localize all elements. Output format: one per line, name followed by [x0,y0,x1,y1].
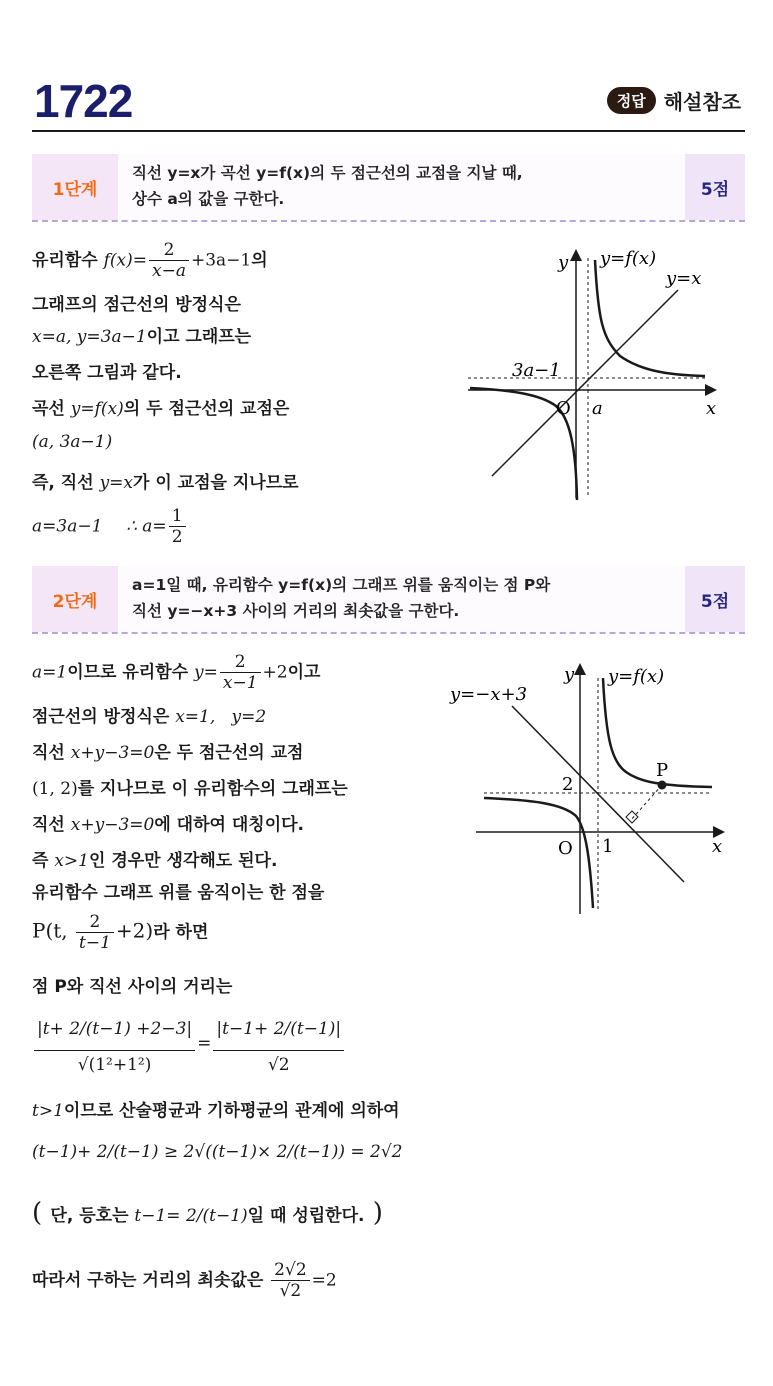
curve-lower-branch [484,798,593,908]
line-label: y=−x+3 [450,684,528,705]
frac-den: √(1²+1²) [77,1055,152,1075]
frac-den: √2 [279,1281,302,1301]
math: x+y−3=0 [70,743,155,763]
s2-line-4 [32,774,348,799]
text: 가 이 교점을 지나므로 [133,473,299,493]
text: 라 하면 [153,922,209,943]
math: (t−1)+ 2/(t−1) ≥ 2√((t−1)× 2/(t−1)) = 2√2 [32,1142,403,1162]
step-1-description [118,154,685,220]
y-axis-label: y [564,664,575,685]
frac-num: 2 [220,652,261,673]
math: =2 [311,1270,337,1291]
text: 에 대하여 대칭이다. [154,815,304,835]
s1-line-7 [32,468,299,493]
s1-line-2: 그래프의 점근선의 방정식은 [32,295,241,315]
step-2-description [118,566,685,632]
fraction [34,1008,195,1079]
text: 이고 [287,662,321,683]
frac-num: 2√2 [271,1260,309,1281]
math: x=a, y=3a−1 [32,327,147,347]
text: 단, 등호는 [50,1206,135,1226]
text: 이므로 산술평균과 기하평균의 관계에 의하여 [63,1101,400,1121]
line-label: y=x [666,268,702,289]
math: x+y−3=0 [70,815,155,835]
x-axis-label: x [706,398,717,419]
text: 일 때 성립한다. [247,1206,365,1226]
s2-line-8 [32,912,208,953]
s2-line-3 [32,738,303,763]
math: t>1 [32,1101,64,1121]
vertical-asymptote-label: 1 [602,836,614,857]
math: y= [194,662,218,683]
s1-line-6 [32,432,112,452]
step-2-desc-line-2: 직선 y=−x+3 사이의 거리의 최솟값을 구한다. [132,602,460,620]
math: x>1 [54,851,89,871]
frac-den: x−a [152,261,186,281]
right-angle-mark [626,811,638,823]
math: +3a−1 [190,250,252,271]
s2-line-2 [32,702,266,727]
fraction [169,506,186,547]
fraction [271,1260,309,1301]
problem-number: 1722 [34,75,133,127]
step-1-bar [32,154,745,222]
step-1-desc-line-1: 직선 y=x가 곡선 y=f(x)의 두 점근선의 교점을 지날 때, [132,164,523,182]
step-1-label: 1단계 [32,154,118,220]
math: (a, 3a−1) [32,432,113,452]
math: y=f(x) [70,399,124,419]
frac-num: 2 [149,240,189,261]
frac-num: 1 [169,506,186,527]
problem-header [32,70,745,132]
step-2-label: 2단계 [32,566,118,632]
text: 의 [251,250,268,271]
fraction [76,912,114,953]
perpendicular-segment [630,785,662,821]
origin-label: O [558,838,573,859]
graph-1 [460,238,760,508]
curve-label: y=f(x) [600,248,657,269]
text: 즉 [32,851,55,871]
y-axis-label: y [558,252,569,273]
s2-line-11 [32,1096,400,1121]
frac-num: |t−1+ 2/(t−1)| [213,1008,344,1051]
math: y=x [99,473,133,493]
math: (1, 2) [32,779,78,799]
text: 따라서 구하는 거리의 최솟값은 [32,1270,270,1291]
answer-text: 해설참조 [663,90,741,114]
s2-line-7: 유리함수 그래프 위를 움직이는 한 점을 [32,883,325,903]
s1-line-5 [32,394,289,419]
s1-line-4: 오른쪽 그림과 같다. [32,363,182,383]
frac-den: √2 [267,1055,290,1075]
fraction [149,240,189,281]
s2-line-1 [32,652,320,693]
s2-line-13: ( 단, 등호는 t−1= 2/(t−1)일 때 성립한다. ) [32,1198,383,1228]
horizontal-asymptote-label: 2 [562,774,574,795]
horizontal-asymptote-label: 3a−1 [512,360,561,381]
s2-distance-formula: $\frac{|t+ 2/(t-1) +2-3|}{\text{√(1²+1²)}}$ = $\frac{|t-1+ 2/(t-1)|}{√2}$ [32,1008,346,1079]
fraction [220,652,261,693]
curve-label: y=f(x) [608,666,665,687]
math: a=3a−1 [32,516,103,537]
s2-line-12 [32,1142,403,1162]
frac-den: t−1 [79,933,111,953]
frac-num: |t+ 2/(t−1) +2−3| [34,1008,195,1051]
s1-line-3 [32,322,251,347]
answer-area [607,86,741,115]
step-1-score: 5점 [685,154,745,220]
text: 인 경우만 생각해도 된다. [89,851,278,871]
s2-line-9: 점 P와 직선 사이의 거리는 [32,977,233,997]
s1-line-1 [32,240,268,281]
step-2-bar [32,566,745,634]
math: x=1, y=2 [175,707,267,727]
math: t−1= 2/(t−1) [134,1206,248,1226]
text: 은 두 점근선의 교점 [154,743,304,763]
s2-line-14 [32,1260,337,1301]
text: 를 지나므로 이 유리함수의 그래프는 [77,779,348,799]
frac-num: 2 [76,912,114,933]
origin-label: O [556,398,571,419]
text: 즉, 직선 [32,473,100,493]
text: 점근선의 방정식은 [32,707,176,727]
text: 직선 [32,743,71,763]
frac-den: x−1 [222,673,258,693]
s2-line-6 [32,846,277,871]
fraction [213,1008,344,1079]
graph-2 [440,650,760,920]
s2-line-5 [32,810,304,835]
text: 곡선 [32,399,71,419]
math: f(x)= [103,250,147,271]
math: a=1 [32,662,68,683]
answer-badge: 정답 [607,87,656,114]
math: +2) [115,918,154,943]
step-2-score: 5점 [685,566,745,632]
math: ∴ a= [126,516,167,537]
text: 유리함수 [32,250,104,271]
step-1-solution [32,238,452,558]
line-y-equals-x [492,290,678,476]
point-p-label: P [656,760,669,781]
text: 직선 [32,815,71,835]
x-axis-label: x [712,836,723,857]
text: 이므로 유리함수 [67,662,194,683]
frac-den: 2 [171,527,183,547]
vertical-asymptote-label: a [592,398,603,419]
s1-line-8 [32,506,188,547]
point-p [658,781,667,790]
math: P(t, [32,918,75,943]
text: 이고 그래프는 [146,327,252,347]
text: 의 두 점근선의 교점은 [123,399,290,419]
math: +2 [262,662,288,683]
step-2-desc-line-1: a=1일 때, 유리함수 y=f(x)의 그래프 위를 움직이는 점 P와 [132,576,551,594]
step-1-desc-line-2: 상수 a의 값을 구한다. [132,190,285,208]
